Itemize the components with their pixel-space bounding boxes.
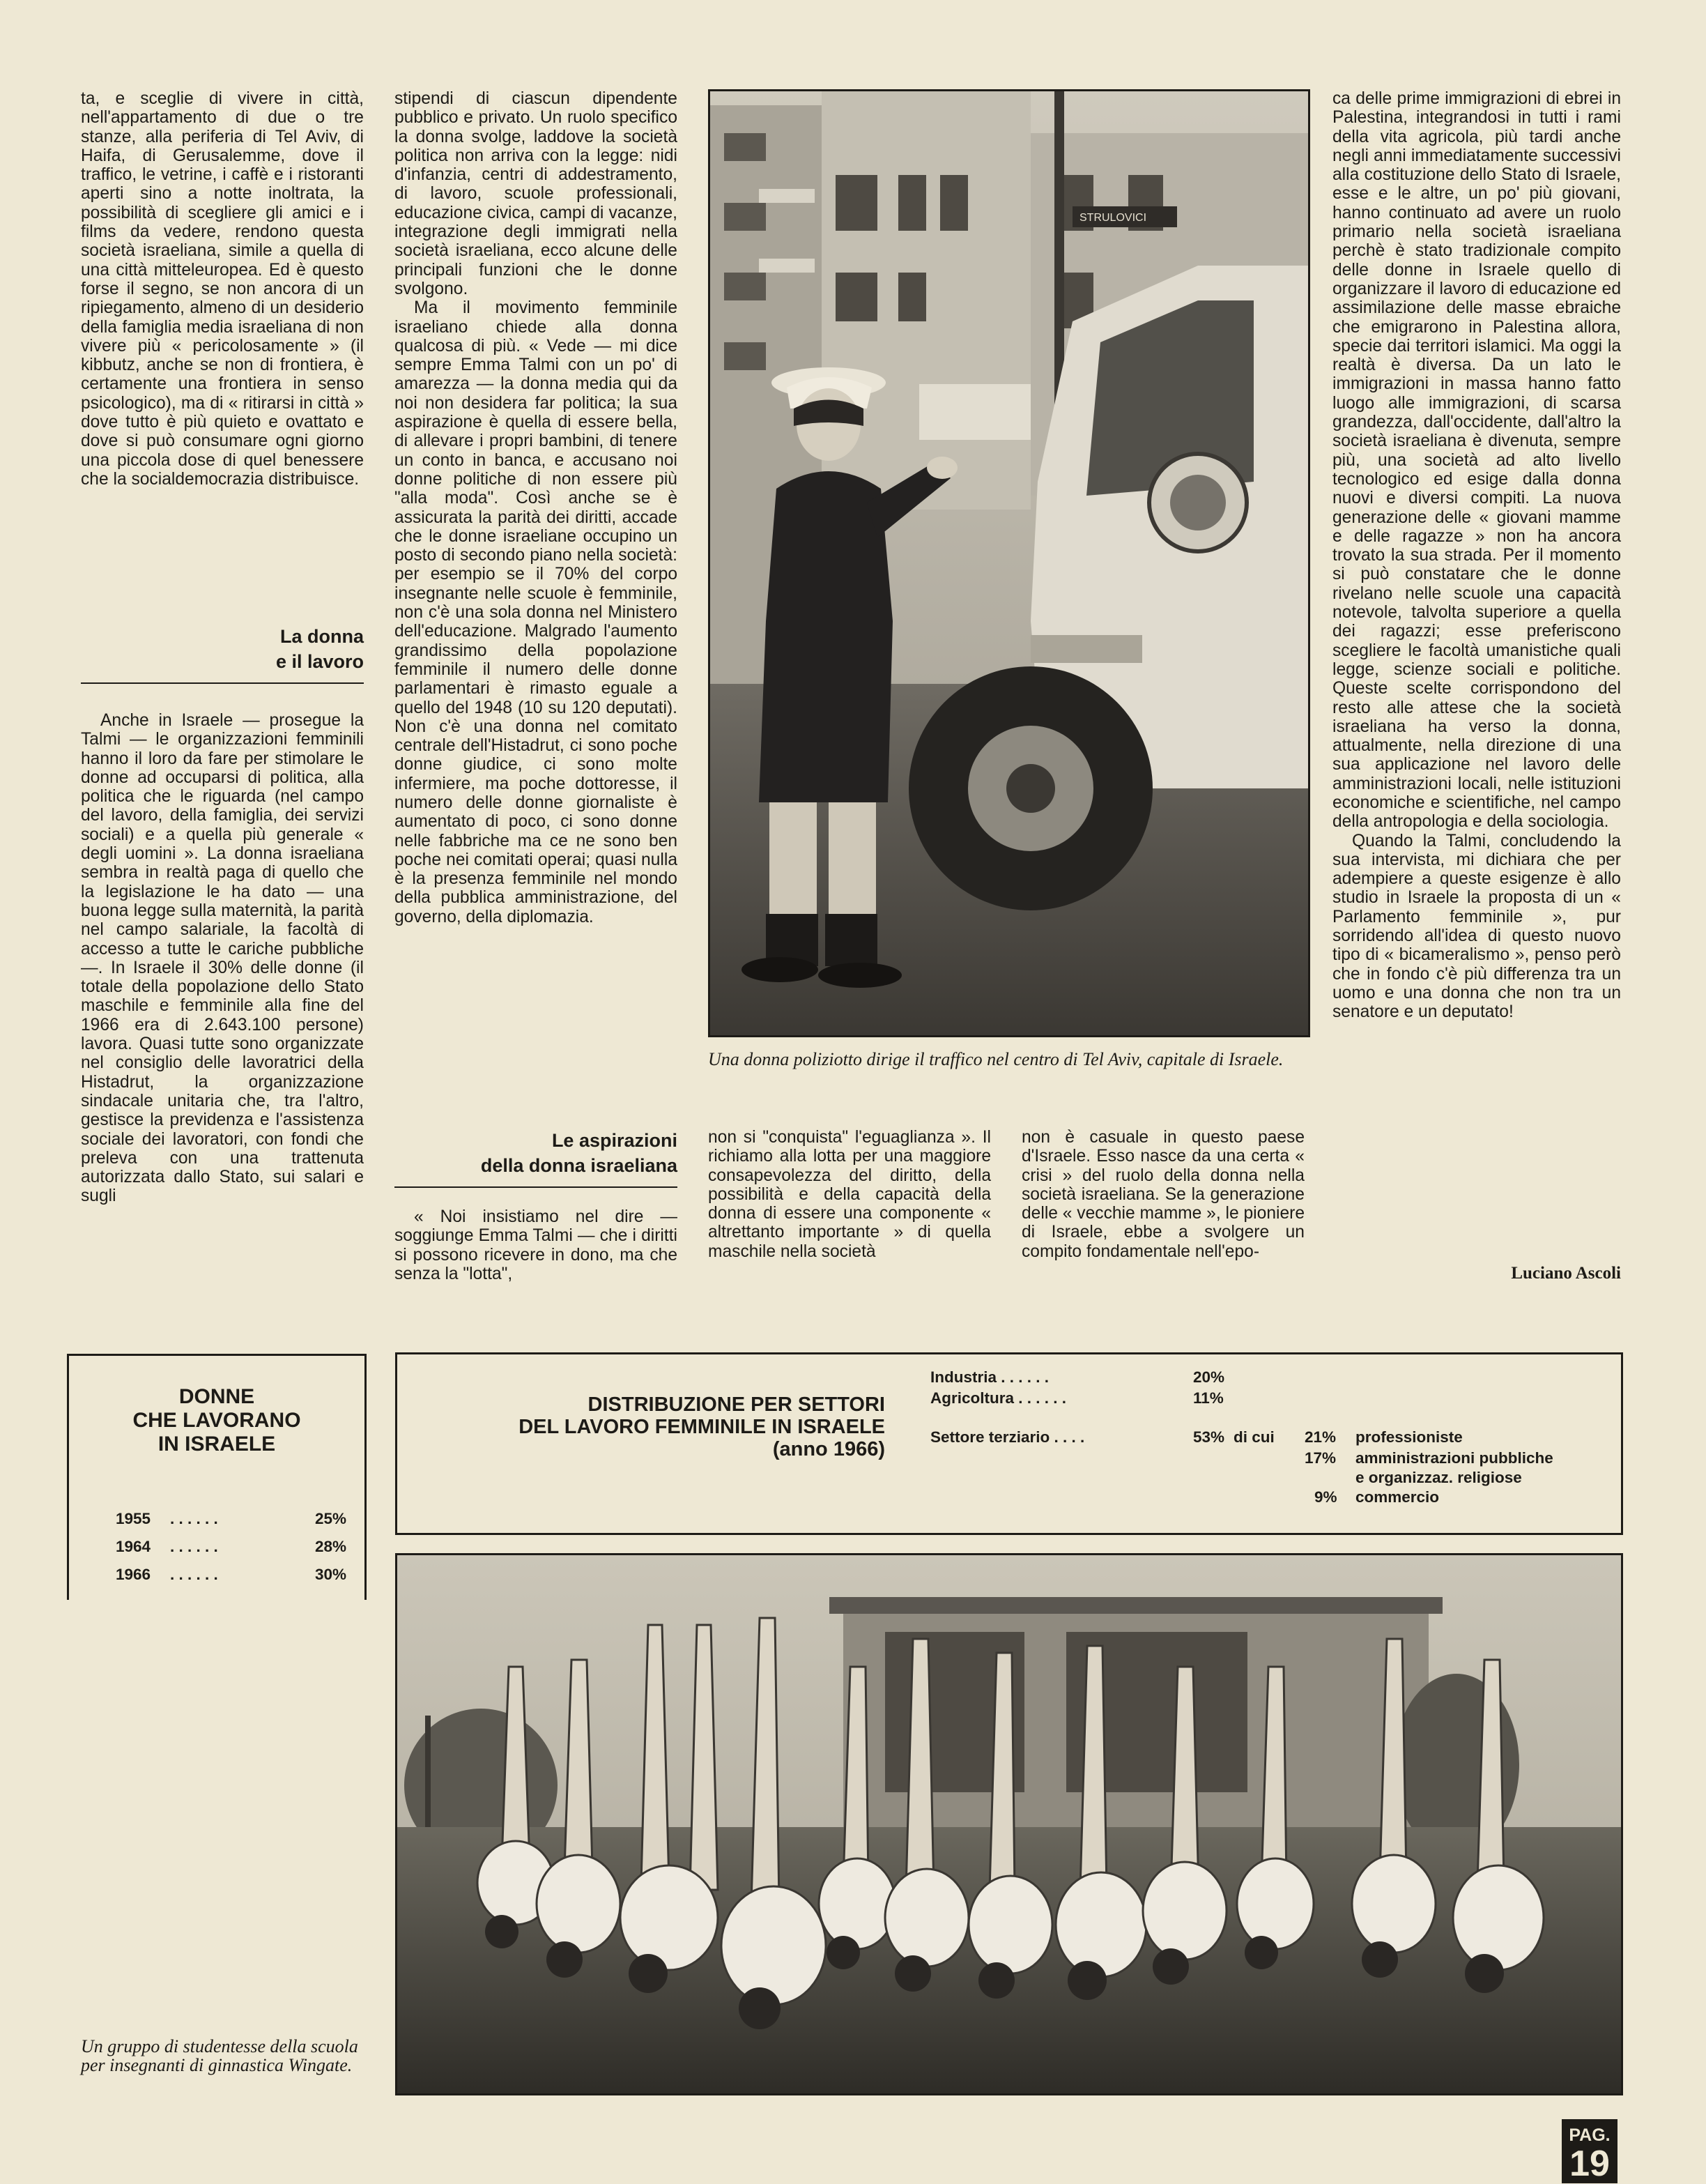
- sector-agriculture-label: Agricoltura . . . . . .: [930, 1389, 1067, 1407]
- subhead-line: della donna israeliana: [480, 1155, 677, 1176]
- table-title-line: (anno 1966): [772, 1438, 885, 1460]
- author-signature: Luciano Ascoli: [1511, 1264, 1621, 1283]
- row-value: 25%: [315, 1510, 347, 1527]
- street-sign-text: STRULOVICI: [1079, 212, 1147, 224]
- table-title-line: CHE LAVORANO: [132, 1409, 301, 1432]
- subhead-aspirations: [394, 1128, 677, 1178]
- row-value: 28%: [315, 1538, 347, 1555]
- table-title-line: DEL LAVORO FEMMINILE IN ISRAELE: [518, 1416, 885, 1438]
- sector-agriculture-value: 11%: [1193, 1389, 1224, 1407]
- column-1-top: [81, 89, 364, 489]
- column-3: [708, 1128, 991, 1261]
- divider: [394, 1186, 677, 1188]
- page-label: PAG.: [1569, 2125, 1611, 2145]
- subsector-label: e organizzaz. religiose: [1355, 1469, 1522, 1486]
- paragraph: Quando la Talmi, concludendo la sua intervista, mi dichiara che per adempiere a queste esigenze è allo studio in Israele la proposta di un « Parlamento femminile », pur sorridendo all'idea di questo nuovo tipo di « bicameralismo », penso però che in fondo c'è più differenza tra un uomo e una donna che non tra un senatore e un deputato!: [1332, 831, 1621, 1022]
- table-sector-distribution: [395, 1352, 1623, 1535]
- row-year: 1955: [116, 1510, 151, 1527]
- subhead-line: La donna: [280, 626, 364, 647]
- subsector-label: amministrazioni pubbliche: [1355, 1449, 1553, 1467]
- table-title: [69, 1385, 364, 1456]
- column-2: [394, 89, 677, 926]
- table-women-working: [67, 1354, 367, 1600]
- row-value: 30%: [315, 1566, 347, 1583]
- column-1-bottom: [81, 711, 364, 1206]
- sector-industry-label: Industria . . . . . .: [930, 1368, 1050, 1386]
- page-number: 19: [1569, 2144, 1610, 2184]
- table-row: [98, 1548, 151, 1602]
- sector-tertiary-value: 53%: [1193, 1428, 1225, 1446]
- subsector-value: 9%: [1314, 1488, 1337, 1506]
- subsector-label: commercio: [1355, 1488, 1440, 1506]
- paragraph: Ma il movimento femminile israeliano chiede alla donna qualcosa di più. « Vede — mi dice sempre Emma Talmi con un po' di amarezza — la donna media qui da noi non desidera far politica; la sua aspirazione è quella di essere bella, di allevare i propri bambini, di tenere un conto in banca, e accusano noi donne politiche di non essere più "alla moda". Così anche se è assicurata la parità dei diritti, accade che le donne israeliane occupino un posto di secondo piano nella società: per esempio se il 70% del corpo insegnante nelle scuole è femminile, non c'è una sola donna nel Ministero dell'educazione. Malgrado l'aumento grandissimo della popolazione femminile il numero delle donne parlamentari è rimasto eguale a quello del 1948 (10 su 120 deputati). Non c'è una donna nel comitato centrale dell'Histadrut, ci sono poche donne giudice, ci sono molte infermiere, ma poche dottoresse, il numero delle donne giornaliste è aumentato di poco, ci sono donne nelle fabbriche ma ce ne sono ben poche nei comitati operai; quasi nulla è la presenza femminile nel mondo della pubblica amministrazione, del governo, della diplomazia.: [394, 298, 677, 926]
- row-year: 1964: [116, 1538, 151, 1555]
- column-4: [1022, 1128, 1305, 1261]
- subsector-value: 17%: [1305, 1449, 1337, 1467]
- row-dots: . . . . . .: [170, 1538, 218, 1555]
- subhead-line: e il lavoro: [275, 651, 364, 672]
- page-number-tab: [1562, 2119, 1617, 2183]
- sector-of-which: di cui: [1234, 1428, 1275, 1446]
- row-year: 1966: [116, 1566, 151, 1583]
- photo-gymnastics-caption: Un gruppo di studentesse della scuola per insegnanti di ginnastica Wingate.: [81, 2036, 358, 2075]
- row-dots: . . . . . .: [170, 1566, 218, 1583]
- paragraph: « Noi insistiamo nel dire — soggiunge Emma Talmi — che i diritti si possono ricevere in dono, ma che senza la "lotta",: [394, 1207, 677, 1283]
- table-row-value: [298, 1548, 346, 1602]
- photo-policewoman: [708, 89, 1310, 1037]
- column-5: [1332, 89, 1621, 1022]
- photo-gymnastics-image: [397, 1555, 1621, 2093]
- photo-policewoman-caption: Una donna poliziotto dirige il traffico nel centro di Tel Aviv, capitale di Israele.: [708, 1049, 1284, 1069]
- subsector-value: 21%: [1305, 1428, 1337, 1446]
- paragraph: stipendi di ciascun dipendente pubblico e privato. Un ruolo specifico la donna svolge, laddove la società politica non arriva con la legge: nidi d'infanzia, centri di addestramento, di lavoro, scuole professionali, educazione civica, campi di vacanze, integrazione degli immigrati nella società israeliana, ecco alcune delle principali funzioni che le donne svolgono.: [394, 89, 677, 298]
- paragraph: non si "conquista" l'eguaglianza ». Il richiamo alla lotta per una maggiore consapevolezza del diritto, della possibilità e della capacità della donna di essere una componente « altrettanto importante » di quella maschile nella società: [708, 1128, 991, 1261]
- table-title: [425, 1393, 885, 1460]
- subsector-label: professioniste: [1355, 1428, 1463, 1446]
- row-dots: . . . . . .: [170, 1510, 218, 1527]
- subhead-women-and-work: [81, 624, 364, 674]
- divider: [81, 682, 364, 684]
- paragraph: non è casuale in questo paese d'Israele. Esso nasce da una certa « crisi » del ruolo della donna nella società israeliana. Se la generazione delle « vecchie mamme », le pioniere di Israele, ebbe a svolgere un compito fondamentale nell'epo-: [1022, 1128, 1305, 1261]
- paragraph: ta, e sceglie di vivere in città, nell'appartamento di due o tre stanze, alla periferia di Tel Aviv, di Haifa, di Gerusalemme, dove il traffico, le vetrine, i caffè e i ristoranti aperti sino a notte inoltrata, la possibilità di scegliere gli amici e i films da vedere, rendono questa società israeliana, simile a quella di una città mitteleuropea. Ed è questo forse il segno, se non ancora di un ripiegamento, almeno di un desiderio della famiglia media israeliana di non vivere più « pericolosamente » (il kibbutz, anche se non di frontiera, è certamente una frontiera in senso psicologico), ma di « ritirarsi in città » dove tutto è più quieto e ovattato e dove si può consumare ogni giorno una piccola dose di quel benessere che la socialdemocrazia distribuisce.: [81, 89, 364, 489]
- column-2-bottom: [394, 1207, 677, 1283]
- table-title-line: IN ISRAELE: [157, 1433, 276, 1456]
- photo-gymnastics-students: [395, 1553, 1623, 2095]
- sector-industry-value: 20%: [1193, 1368, 1225, 1386]
- table-title-line: DONNE: [178, 1385, 255, 1408]
- sector-tertiary-label: Settore terziario . . . .: [930, 1428, 1085, 1446]
- table-row-dots: [153, 1548, 218, 1602]
- paragraph: Anche in Israele — prosegue la Talmi — le organizzazioni femminili hanno il loro da fare per stimolare le donne ad occuparsi di politica, alla politica che le riguarda (nel campo del lavoro, della famiglia, dei servizi sociali) e a quella più generale « degli uomini ». La donna israeliana sembra in realtà paga di quello che la legislazione le ha dato — una buona legge sulla maternità, la parità nel campo salariale, la facoltà di accesso a tutte le cariche pubbliche —. In Israele il 30% delle donne (il totale della popolazione dello Stato maschile e femminile alla fine del 1966 era di 2.643.100 persone) lavora. Quasi tutte sono organizzate nel consiglio delle lavoratrici della Histadrut, la organizzazione sindacale unitaria che, tra l'altro, gestisce la previdenza e l'assistenza sociale dei lavoratori, con fondi che preleva con una trattenuta autorizzata dallo Stato, sui salari e sugli: [81, 711, 364, 1206]
- subhead-line: Le aspirazioni: [551, 1130, 677, 1151]
- table-title-line: DISTRIBUZIONE PER SETTORI: [587, 1393, 885, 1416]
- paragraph: ca delle prime immigrazioni di ebrei in Palestina, integrandosi in tutti i rami della vita agricola, più tardi anche negli anni immediatamente successivi alla costituzione dello Stato di Israele, esse e le altre, un po' più giovani, hanno continuato ad avere un ruolo primario nella società israeliana perchè è stato tradizionale compito delle donne in Israele quello di organizzare il lavoro di educazione ed assimilazione delle masse ebraiche che emigrarono in Palestina allora, specie dai territori islamici. Ma oggi la realtà è diversa. Da un lato le immigrazioni in massa hanno fatto luogo alle immigrazioni, di scarsa grandezza, dall'occidente, dall'altro la società israeliana è divenuta, sempre più, una società ad alto livello tecnologico ed esige dalla donna nuovi e diversi compiti. La nuova generazione delle « giovani mamme e delle ragazze » non ha ancora trovato la sua strada. Per il momento si può constatare che le donne rivelano nelle scuole una capacità notevole, talvolta superiore a quella dei ragazzi; esse preferiscono scegliere le facoltà umanistiche quali legge, scienze sociali e politiche. Queste scelte corrispondono del resto alle attese che la società israeliana ha verso la donna, attualmente, nella direzione di una sua applicazione nel lavoro delle amministrazioni locali, nelle istituzioni economiche e scientifiche, nel campo della antropologia e della sociologia.: [1332, 89, 1621, 832]
- photo-policewoman-image: [710, 91, 1308, 1035]
